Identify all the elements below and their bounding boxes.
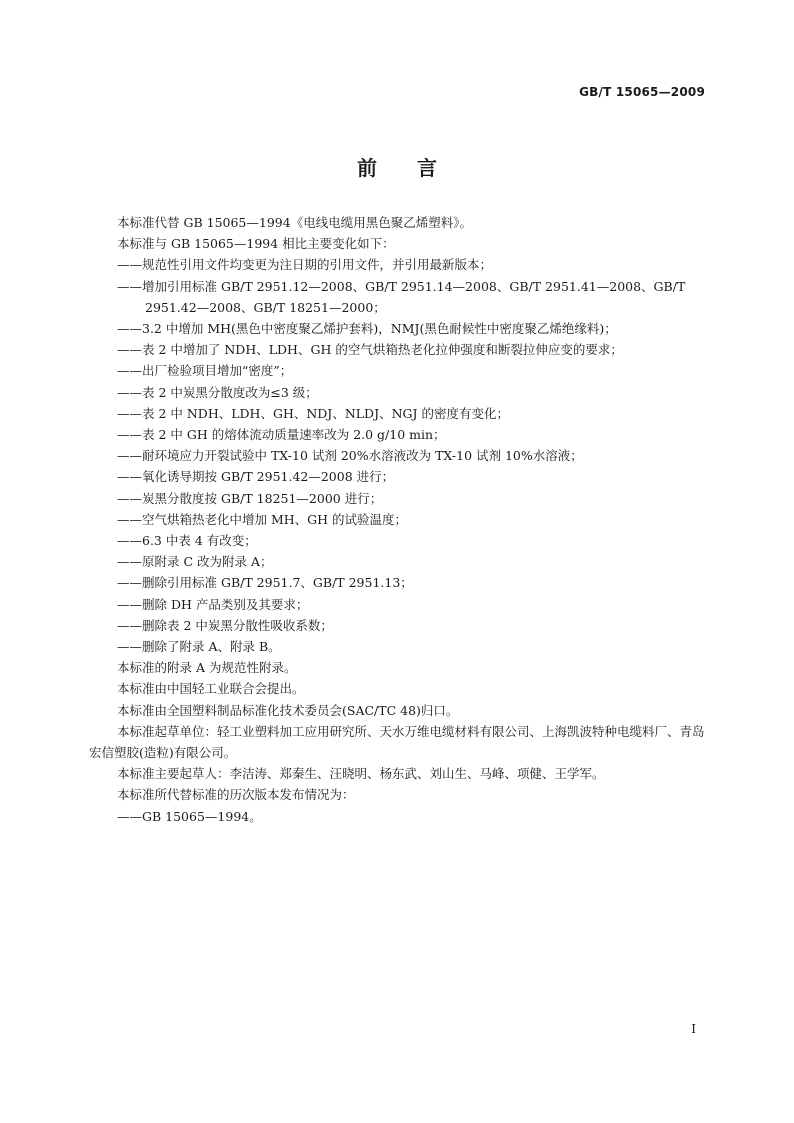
change-item: ——删除表 2 中炭黑分散性吸收系数； [117, 617, 333, 633]
paragraph-committee: 本标准由全国塑料制品标准化技术委员会(SAC/TC 48)归口。 [117, 702, 459, 718]
change-item: ——删除了附录 A、附录 B。 [117, 639, 281, 655]
paragraph-changes-intro: 本标准与 GB 15065—1994 相比主要变化如下： [117, 236, 395, 252]
foreword-body [89, 212, 705, 827]
standard-code: GB/T 15065—2009 [579, 85, 705, 99]
change-item: ——空气烘箱热老化中增加 MH、GH 的试验温度； [117, 511, 408, 527]
change-item: ——3.2 中增加 MH(黑色中密度聚乙烯护套料)，NMJ(黑色耐候性中密度聚乙烯绝缘料)； [117, 321, 617, 337]
history-item: ——GB 15065—1994。 [117, 808, 262, 824]
change-item: ——删除 DH 产品类别及其要求； [117, 596, 309, 612]
change-item: ——表 2 中增加了 NDH、LDH、GH 的空气烘箱热老化拉伸强度和断裂拉伸应变的要求； [117, 342, 623, 358]
change-item: ——规范性引用文件均变更为注日期的引用文件，并引用最新版本； [117, 257, 493, 273]
page-number: I [691, 1022, 696, 1036]
change-item: ——删除引用标准 GB/T 2951.7、GB/T 2951.13； [117, 575, 413, 591]
change-item: ——出厂检验项目增加“密度”； [117, 363, 293, 379]
change-item: ——氧化诱导期按 GB/T 2951.42—2008 进行； [117, 469, 395, 485]
paragraph-history-intro: 本标准所代替标准的历次版本发布情况为： [117, 787, 355, 803]
change-item: ——表 2 中炭黑分散度改为≤3 级； [117, 384, 318, 400]
change-item: ——表 2 中 GH 的熔体流动质量速率改为 2.0 g/10 min； [117, 427, 446, 443]
change-item: ——表 2 中 NDH、LDH、GH、NDJ、NLDJ、NGJ 的密度有变化； [117, 405, 509, 421]
paragraph-drafting-units: 本标准起草单位：轻工业塑料加工应用研究所、天水万维电缆材料有限公司、上海凯波特种电缆料厂、青岛宏信塑胶(造粒)有限公司。 [89, 723, 705, 761]
change-item: ——增加引用标准 GB/T 2951.12—2008、GB/T 2951.14—2008、GB/T 2951.41—2008、GB/T 2951.42—2008、GB/T 18251—2000； [117, 278, 686, 315]
page-title: 前言 [357, 156, 477, 180]
paragraph-drafters: 本标准主要起草人：李洁涛、郑秦生、汪晓明、杨东武、刘山生、马峰、项健、王学军。 [117, 766, 605, 782]
paragraph-replacement: 本标准代替 GB 15065—1994《电线电缆用黑色聚乙烯塑料》。 [117, 215, 472, 230]
change-item: ——6.3 中表 4 有改变； [117, 533, 257, 549]
paragraph-annex: 本标准的附录 A 为规范性附录。 [117, 660, 297, 676]
change-item: ——炭黑分散度按 GB/T 18251—2000 进行； [117, 490, 383, 506]
change-item: ——耐环境应力开裂试验中 TX-10 试剂 20%水溶液改为 TX-10 试剂 10%水溶液； [117, 448, 583, 464]
paragraph-proposer: 本标准由中国轻工业联合会提出。 [117, 681, 305, 697]
change-item: ——原附录 C 改为附录 A； [117, 554, 273, 570]
